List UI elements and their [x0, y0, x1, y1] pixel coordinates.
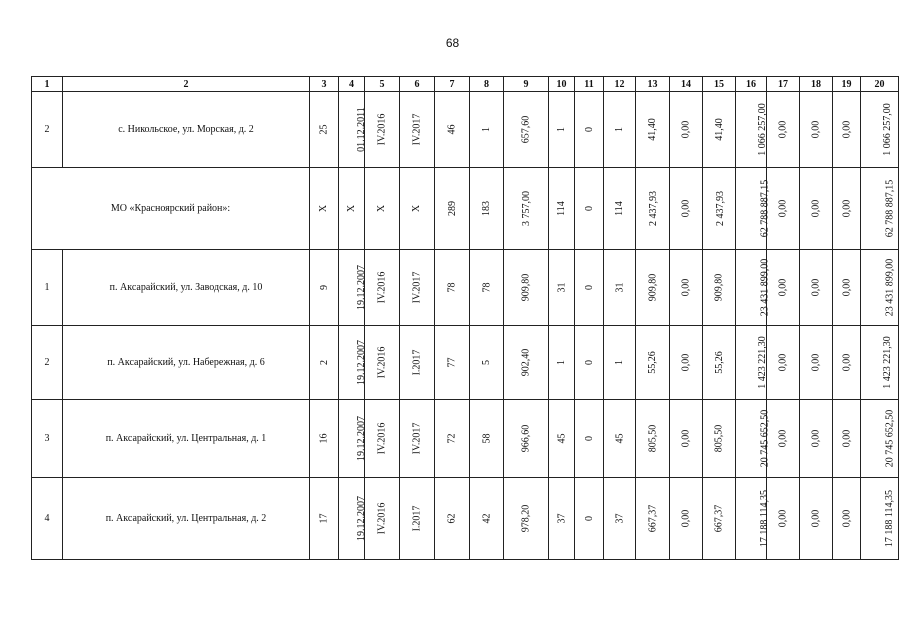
- cell: [703, 168, 736, 250]
- cell-value: IV.2017: [411, 271, 423, 304]
- col-header: 12: [604, 77, 636, 92]
- cell-value: 5: [481, 360, 492, 365]
- cell: [636, 478, 670, 560]
- cell: [670, 326, 703, 400]
- cell: [435, 168, 470, 250]
- cell-value: 01.12.2011: [355, 107, 367, 152]
- cell: [435, 400, 470, 478]
- cell-value: 45: [614, 433, 625, 444]
- col-header: 14: [670, 77, 703, 92]
- col-header: 7: [435, 77, 470, 92]
- table-row: [32, 92, 899, 168]
- page-number: 68: [445, 36, 460, 50]
- cell: [339, 400, 365, 478]
- cell-value: 0,00: [810, 278, 822, 297]
- col-header: 13: [636, 77, 670, 92]
- cell-value: 0,00: [680, 429, 692, 448]
- address-cell: с. Никольское, ул. Морская, д. 2: [63, 92, 310, 168]
- cell: [365, 92, 400, 168]
- col-header: 15: [703, 77, 736, 92]
- table-body: [32, 77, 899, 560]
- col-header: 4: [339, 77, 365, 92]
- cell: [736, 326, 767, 400]
- cell: [800, 92, 833, 168]
- cell-value: 23 431 899,00: [884, 258, 896, 317]
- cell: [670, 168, 703, 250]
- cell: [767, 400, 800, 478]
- cell-value: 46: [446, 124, 458, 135]
- cell-value: IV.2016: [376, 502, 388, 535]
- cell: [703, 92, 736, 168]
- cell-value: 0,00: [777, 429, 789, 448]
- cell: [435, 92, 470, 168]
- cell: [365, 478, 400, 560]
- cell: [504, 250, 549, 326]
- subtotal-row: [32, 168, 899, 250]
- cell: [800, 478, 833, 560]
- cell: [504, 92, 549, 168]
- cell: [575, 478, 604, 560]
- cell-value: IV.2017: [411, 113, 423, 146]
- cell-value: 909,80: [647, 273, 658, 302]
- cell: [504, 168, 549, 250]
- cell-value: 0,00: [841, 429, 852, 448]
- cell-value: 45: [556, 433, 567, 444]
- cell-value: 62: [446, 513, 458, 524]
- cell: [400, 92, 435, 168]
- cell: [339, 168, 365, 250]
- cell: [636, 326, 670, 400]
- cell: [310, 250, 339, 326]
- cell: [435, 326, 470, 400]
- cell: [703, 250, 736, 326]
- cell: [800, 168, 833, 250]
- cell-value: I.2017: [411, 349, 423, 376]
- cell: [767, 168, 800, 250]
- row-number: 1: [32, 250, 63, 326]
- cell-value: 9: [318, 285, 330, 290]
- cell-value: 909,80: [520, 273, 532, 302]
- cell: [310, 478, 339, 560]
- cell-value: 17: [318, 513, 330, 524]
- cell: [767, 478, 800, 560]
- cell: [310, 326, 339, 400]
- cell: [833, 92, 861, 168]
- cell-value: 0,00: [810, 429, 822, 448]
- cell-value: 62 788 887,15: [759, 179, 771, 238]
- cell: [400, 400, 435, 478]
- cell: [504, 478, 549, 560]
- cell-value: 909,80: [713, 273, 725, 302]
- cell-value: 2 437,93: [648, 191, 659, 226]
- cell-value: 19.12.2007: [356, 265, 367, 310]
- cell-value: 805,50: [713, 424, 725, 453]
- cell-value: 58: [481, 433, 492, 444]
- cell: [365, 250, 400, 326]
- cell-value: 0,00: [810, 509, 822, 528]
- cell-value: IV.2016: [376, 422, 388, 455]
- cell: [736, 478, 771, 560]
- cell-value: 1: [481, 127, 492, 132]
- cell-value: 41,40: [713, 118, 725, 141]
- address-cell: п. Аксарайский, ул. Центральная, д. 1: [63, 400, 310, 478]
- cell: [800, 326, 833, 400]
- cell: [435, 478, 470, 560]
- cell: [736, 250, 771, 326]
- cell: [549, 326, 575, 400]
- cell-value: 23 431 899,00: [759, 258, 771, 317]
- cell-value: 19.12.2007: [356, 416, 367, 461]
- cell-value: 0,00: [680, 278, 692, 297]
- cell-value: 0: [583, 360, 595, 365]
- cell: [861, 400, 899, 478]
- col-header: 18: [800, 77, 833, 92]
- cell-value: Х: [376, 204, 388, 213]
- cell-value: 55,26: [647, 351, 658, 374]
- cell-value: 1 423 221,30: [881, 336, 893, 389]
- cell: [549, 400, 575, 478]
- cell-value: 16: [318, 433, 330, 444]
- cell-value: 667,37: [713, 504, 725, 533]
- cell-value: 289: [446, 201, 458, 216]
- cell: [400, 478, 435, 560]
- cell-value: 1: [614, 360, 625, 365]
- cell: [365, 400, 400, 478]
- cell: [339, 92, 365, 168]
- cell: [549, 92, 575, 168]
- cell: [365, 326, 400, 400]
- cell: [670, 400, 703, 478]
- col-header: 16: [736, 77, 767, 92]
- cell: [736, 400, 771, 478]
- cell: [470, 478, 504, 560]
- col-header: 17: [767, 77, 800, 92]
- cell: [833, 478, 861, 560]
- cell: [435, 250, 470, 326]
- address-cell: п. Аксарайский, ул. Набережная, д. 6: [63, 326, 310, 400]
- cell-value: 0,00: [841, 353, 852, 372]
- column-number-row: [32, 77, 899, 92]
- cell: [310, 168, 339, 250]
- cell: [767, 326, 800, 400]
- cell: [339, 326, 365, 400]
- cell-value: 0,00: [777, 199, 789, 218]
- cell-value: 0,00: [777, 278, 789, 297]
- table-row: [32, 400, 899, 478]
- cell-value: 0,00: [810, 199, 822, 218]
- cell-value: 78: [446, 282, 458, 293]
- col-header: 9: [504, 77, 549, 92]
- cell-value: 0: [583, 285, 595, 290]
- cell: [833, 400, 861, 478]
- cell: [736, 92, 767, 168]
- cell: [400, 326, 435, 400]
- cell: [703, 478, 736, 560]
- cell: [604, 478, 636, 560]
- cell: [767, 92, 800, 168]
- cell: [470, 250, 504, 326]
- cell: [833, 168, 861, 250]
- cell: [800, 400, 833, 478]
- cell-value: 62 788 887,15: [884, 179, 896, 238]
- cell: [400, 250, 435, 326]
- cell-value: Х: [345, 204, 357, 213]
- col-header: 8: [470, 77, 504, 92]
- cell: [339, 250, 365, 326]
- cell-value: I.2017: [411, 505, 423, 532]
- cell: [470, 326, 504, 400]
- table-row: [32, 326, 899, 400]
- cell: [833, 250, 861, 326]
- cell-value: 78: [481, 282, 492, 293]
- cell: [636, 92, 670, 168]
- col-header: 6: [400, 77, 435, 92]
- cell-value: 17 188 114,35: [884, 489, 896, 548]
- cell: [549, 168, 575, 250]
- cell-value: 1 066 257,00: [881, 103, 893, 156]
- cell: [504, 400, 549, 478]
- cell: [400, 168, 435, 250]
- cell: [767, 250, 800, 326]
- cell: [636, 168, 670, 250]
- cell-value: 0,00: [680, 199, 692, 218]
- cell: [636, 250, 670, 326]
- cell-value: 20 745 652,50: [884, 409, 896, 468]
- cell: [703, 400, 736, 478]
- col-header: 11: [575, 77, 604, 92]
- cell: [604, 92, 636, 168]
- cell: [861, 92, 899, 168]
- cell-value: 19.12.2007: [356, 340, 367, 385]
- cell-value: 20 745 652,50: [759, 409, 771, 468]
- cell: [310, 92, 339, 168]
- cell-value: 0,00: [777, 509, 789, 528]
- cell: [861, 168, 899, 250]
- cell-value: 77: [446, 357, 458, 368]
- cell-value: 183: [481, 201, 492, 216]
- cell-value: 0,00: [841, 199, 852, 218]
- cell-value: 25: [318, 124, 330, 135]
- cell: [604, 168, 636, 250]
- row-number: 4: [32, 478, 63, 560]
- cell-value: 72: [446, 433, 458, 444]
- cell: [670, 250, 703, 326]
- cell-value: 41,40: [647, 118, 658, 141]
- cell: [575, 168, 604, 250]
- cell-value: 42: [481, 513, 492, 524]
- cell-value: 37: [614, 513, 625, 524]
- cell-value: Х: [318, 204, 330, 213]
- cell-value: 0: [583, 436, 595, 441]
- cell: [549, 478, 575, 560]
- cell-value: 1: [614, 127, 625, 132]
- cell-value: 0: [583, 127, 595, 132]
- cell-value: 2: [318, 360, 330, 365]
- address-cell: п. Аксарайский, ул. Заводская, д. 10: [63, 250, 310, 326]
- housing-register-table: [31, 76, 899, 560]
- cell: [636, 400, 670, 478]
- cell-value: 1 066 257,00: [756, 103, 768, 156]
- cell: [339, 478, 365, 560]
- col-header: 2: [63, 77, 310, 92]
- cell-value: 0,00: [841, 509, 852, 528]
- cell-value: 1: [556, 127, 567, 132]
- row-number: 2: [32, 326, 63, 400]
- cell-value: 0,00: [680, 353, 692, 372]
- address-cell: п. Аксарайский, ул. Центральная, д. 2: [63, 478, 310, 560]
- cell-value: 37: [556, 513, 567, 524]
- cell-value: 114: [555, 201, 567, 216]
- cell-value: 966,60: [520, 424, 532, 453]
- cell: [504, 326, 549, 400]
- cell-value: 0,00: [810, 120, 822, 139]
- cell-value: 0: [583, 206, 595, 211]
- cell: [470, 400, 504, 478]
- cell: [575, 400, 604, 478]
- cell-value: 1 423 221,30: [756, 336, 768, 389]
- cell-value: IV.2016: [376, 346, 388, 379]
- col-header: 10: [549, 77, 575, 92]
- cell-value: 0,00: [841, 120, 852, 139]
- cell: [703, 326, 736, 400]
- col-header: 5: [365, 77, 400, 92]
- cell-value: 978,20: [520, 504, 532, 533]
- cell-value: 2 437,93: [715, 191, 726, 226]
- cell: [470, 168, 504, 250]
- cell: [604, 250, 636, 326]
- cell-value: 1: [556, 360, 567, 365]
- cell: [670, 92, 703, 168]
- cell-value: 31: [556, 282, 567, 293]
- cell-value: 0,00: [777, 353, 789, 372]
- cell: [800, 250, 833, 326]
- cell: [575, 92, 604, 168]
- cell: [833, 326, 861, 400]
- row-number: 3: [32, 400, 63, 478]
- cell: [575, 250, 604, 326]
- cell: [604, 400, 636, 478]
- cell: [861, 478, 899, 560]
- row-number: 2: [32, 92, 63, 168]
- cell: [575, 326, 604, 400]
- cell: [861, 326, 899, 400]
- cell-value: 667,37: [647, 504, 658, 533]
- cell-value: 0,00: [680, 120, 692, 139]
- cell-value: 805,50: [647, 424, 658, 453]
- cell-value: 902,40: [520, 348, 532, 377]
- table-row: [32, 250, 899, 326]
- cell: [310, 400, 339, 478]
- cell-value: 17 188 114,35: [759, 489, 771, 548]
- col-header: 19: [833, 77, 861, 92]
- cell-value: IV.2017: [411, 422, 423, 455]
- cell-value: IV.2016: [376, 271, 388, 304]
- cell-value: IV.2016: [376, 113, 388, 146]
- cell-value: 0,00: [680, 509, 692, 528]
- table-row: [32, 478, 899, 560]
- cell: [670, 478, 703, 560]
- col-header: 1: [32, 77, 63, 92]
- cell-value: 0,00: [841, 278, 852, 297]
- cell-value: Х: [411, 204, 423, 213]
- cell-value: 0,00: [777, 120, 789, 139]
- cell-value: 19.12.2007: [356, 496, 367, 541]
- col-header: 20: [861, 77, 899, 92]
- cell-value: 0: [583, 516, 595, 521]
- cell: [365, 168, 400, 250]
- cell-value: 55,26: [713, 351, 725, 374]
- cell: [549, 250, 575, 326]
- cell: [470, 92, 504, 168]
- cell: [861, 250, 899, 326]
- cell-value: 3 757,00: [520, 191, 532, 226]
- cell-value: 0,00: [810, 353, 822, 372]
- subtotal-label: МО «Красноярский район»:: [32, 168, 310, 250]
- col-header: 3: [310, 77, 339, 92]
- cell: [604, 326, 636, 400]
- cell-value: 657,60: [520, 115, 532, 144]
- cell-value: 31: [614, 282, 625, 293]
- cell-value: 114: [613, 201, 625, 216]
- cell: [736, 168, 771, 250]
